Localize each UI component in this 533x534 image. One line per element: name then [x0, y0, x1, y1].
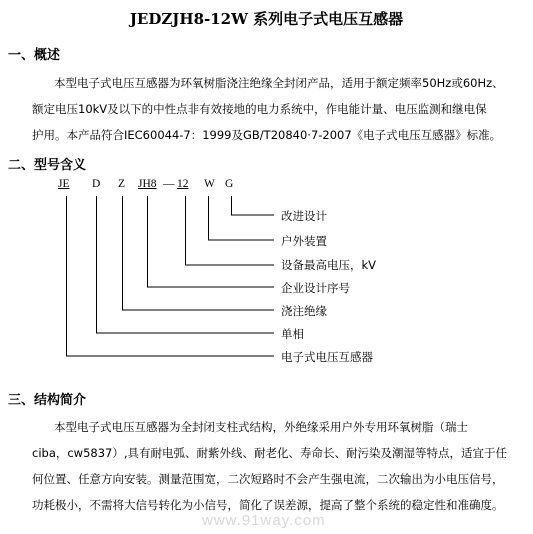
structure-line: 本型电子式电压互感器为全封闭支柱式结构，外绝缘采用户外专用环氧树脂（瑞士 [54, 420, 468, 434]
model-code-part-dash: — [163, 178, 175, 190]
model-meaning-je: 电子式电压互感器 [281, 350, 373, 364]
connector-line-je [67, 196, 275, 356]
document-title: JEDZJH8-12W 系列电子式电压互感器 [129, 10, 404, 28]
overview-line: 护用。本产品符合IEC60044-7：1999及GB/T20840·7-2007《电子式电压互感器》标准。 [32, 128, 502, 142]
overview-line: 本型电子式电压互感器为环氧树脂浇注绝缘全封闭产品，适用于额定频率50Hz或60Hz、 [54, 76, 504, 90]
watermark: www.91way.com [202, 512, 326, 529]
model-meaning-w: 户外装置 [281, 234, 327, 248]
section-heading-structure: 三、结构简介 [8, 393, 87, 408]
model-code-part-je: JE [58, 178, 70, 190]
structure-paragraph [32, 414, 520, 518]
model-code-part-z: Z [118, 178, 126, 190]
connector-line-z [123, 196, 275, 310]
connector-line-g [232, 196, 275, 215]
model-code-part-g: G [225, 178, 234, 190]
connector-line-w [209, 196, 275, 240]
model-code-part-jh8: JH8 [138, 178, 157, 190]
section-heading-overview: 一、概述 [8, 48, 61, 63]
connector-line-12 [186, 196, 275, 265]
model-code-part-w: W [204, 178, 215, 190]
structure-line: 功耗极小，不需将大信号转化为小信号，简化了误差源，提高了整个系统的稳定性和准确度。 [32, 498, 504, 512]
structure-line: ciba，cw5837）,具有耐电弧、耐紫外线、耐老化、寿命长、耐污染及潮湿等特点，适宜于任 [32, 446, 508, 460]
model-meaning-d: 单相 [281, 327, 304, 341]
connector-line-jh8 [148, 196, 275, 287]
model-code-part-12: 12 [177, 178, 189, 190]
structure-line: 何位置、任意方向安装。测量范围宽，二次短路时不会产生强电流，二次输出为小电压信号， [32, 472, 504, 486]
model-meaning-z: 浇注绝缘 [281, 304, 327, 318]
model-code-part-d: D [92, 178, 101, 190]
overview-line: 额定电压10kV及以下的中性点非有效接地的电力系统中，作电能计量、电压监测和继电保 [32, 102, 487, 116]
model-meaning-12: 设备最高电压，kV [281, 258, 377, 272]
model-meaning-jh8: 企业设计序号 [281, 281, 350, 295]
section-heading-model-meaning: 二、型号含义 [8, 158, 87, 173]
model-meaning-g: 改进设计 [281, 209, 327, 223]
